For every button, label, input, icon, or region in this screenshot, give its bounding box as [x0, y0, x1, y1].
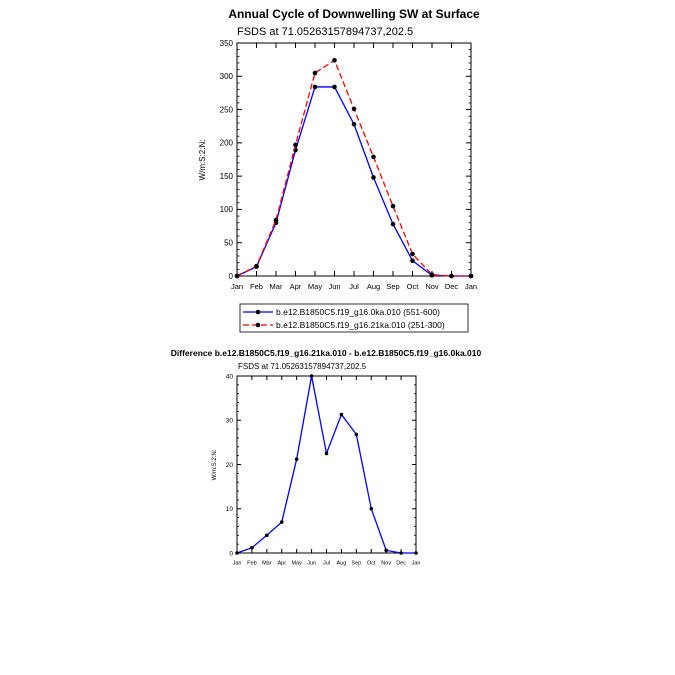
data-point-s1 [414, 551, 418, 555]
x-tick-label: Jan [230, 282, 244, 291]
data-point-s1 [399, 551, 403, 555]
data-point-s1 [369, 507, 373, 511]
legend-marker-1 [256, 310, 261, 315]
legend-label-1: b.e12.B1850C5.f19_g16.0ka.010 (551-600) [276, 307, 440, 317]
chart2-subtitle: FSDS at 71.05263157894737,202.5 [238, 362, 367, 371]
chart1-ylabel: W/m:S:2:N: [198, 139, 207, 181]
series-line-1 [237, 87, 471, 276]
data-point-s1 [352, 122, 357, 127]
data-point-s1 [250, 546, 254, 550]
x-tick-label: Mar [269, 282, 283, 291]
x-tick-label: Jan [464, 282, 478, 291]
chart2-ylabel: W/m:S:2:N: [212, 449, 218, 481]
plot-frame [237, 376, 416, 553]
x-tick-label: Mar [262, 560, 272, 567]
data-point-s2 [274, 218, 279, 223]
data-point-s2 [430, 272, 435, 277]
y-tick-label: 100 [219, 205, 233, 215]
x-tick-label: Sep [351, 560, 362, 567]
data-point-s1 [235, 551, 239, 555]
series-line-2 [237, 60, 471, 276]
data-point-s1 [265, 534, 269, 538]
data-point-s1 [295, 457, 299, 461]
data-point-s2 [449, 274, 454, 279]
chart2-title: Difference b.e12.B1850C5.f19_g16.21ka.010 - b.e12.B1850C5.f19_g16.0ka.010 [170, 348, 482, 358]
y-tick-label: 150 [219, 171, 233, 181]
data-point-s2 [371, 155, 376, 160]
x-tick-label: Aug [366, 282, 381, 291]
y-tick-label: 50 [224, 238, 233, 248]
x-tick-label: Feb [250, 282, 263, 291]
plot-frame [237, 43, 471, 276]
data-point-s1 [410, 258, 415, 263]
y-tick-label: 30 [225, 417, 233, 425]
x-tick-label: May [291, 560, 302, 567]
y-tick-label: 250 [219, 105, 233, 115]
data-point-s2 [469, 274, 474, 279]
data-point-s1 [310, 374, 314, 378]
data-point-s1 [384, 549, 388, 553]
x-tick-label: Nov [381, 560, 392, 567]
x-tick-label: Nov [425, 282, 439, 291]
x-tick-label: Oct [406, 282, 419, 291]
data-point-s1 [371, 175, 376, 180]
data-point-s1 [280, 520, 284, 524]
data-point-s1 [325, 452, 329, 456]
x-tick-label: Jul [349, 282, 359, 291]
data-point-s1 [355, 433, 359, 437]
x-tick-label: Apr [289, 282, 302, 291]
series-line-1 [237, 376, 416, 553]
x-tick-label: Dec [444, 282, 459, 291]
data-point-s1 [391, 222, 396, 227]
data-point-s2 [332, 58, 337, 63]
y-tick-label: 300 [219, 72, 233, 82]
y-tick-label: 20 [225, 461, 233, 469]
x-tick-label: Oct [366, 560, 376, 567]
data-point-s2 [293, 143, 298, 148]
chart1-title: Annual Cycle of Downwelling SW at Surface [228, 7, 480, 21]
legend-label-2: b.e12.B1850C5.f19_g16.21ka.010 (251-300) [276, 320, 445, 330]
chart1-subtitle: FSDS at 71.05263157894737,202.5 [237, 26, 414, 38]
x-tick-label: Jul [322, 560, 331, 567]
data-point-s2 [235, 274, 240, 279]
y-tick-label: 0 [229, 550, 233, 558]
data-point-s2 [313, 71, 318, 76]
chart2-plot [226, 373, 421, 566]
chart1-legend [240, 304, 468, 332]
legend-marker-2 [256, 323, 261, 328]
x-tick-label: Apr [277, 560, 287, 567]
x-tick-label: May [307, 282, 323, 291]
y-tick-label: 10 [225, 506, 233, 514]
chart1-plot [220, 39, 477, 291]
x-tick-label: Aug [336, 560, 347, 567]
data-point-s1 [313, 85, 318, 90]
data-point-s2 [352, 107, 357, 112]
y-tick-label: 40 [225, 373, 233, 381]
y-tick-label: 350 [219, 38, 233, 48]
data-point-s2 [254, 264, 259, 269]
x-tick-label: Jan [232, 560, 242, 567]
data-point-s2 [391, 204, 396, 209]
x-tick-label: Sep [386, 282, 400, 291]
data-point-s2 [410, 252, 415, 257]
x-tick-label: Jan [411, 560, 421, 567]
y-tick-label: 0 [228, 271, 233, 281]
x-tick-label: Dec [396, 560, 406, 567]
data-point-s1 [340, 413, 344, 417]
x-tick-label: Feb [247, 560, 257, 567]
x-tick-label: Jun [307, 560, 317, 567]
x-tick-label: Jun [328, 282, 341, 291]
data-point-s1 [332, 85, 337, 90]
y-tick-label: 200 [219, 138, 233, 148]
